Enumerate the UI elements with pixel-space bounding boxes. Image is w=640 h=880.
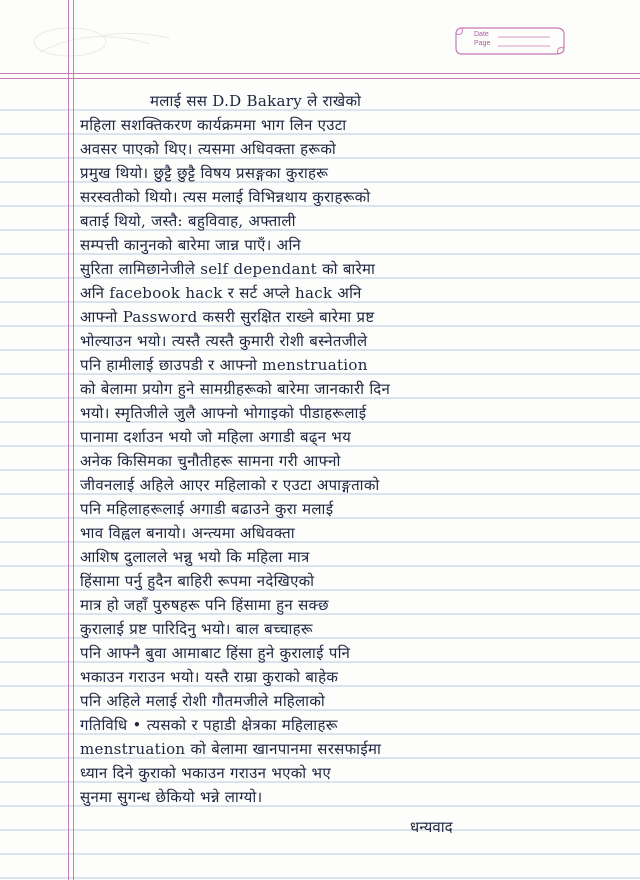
date-page-box — [452, 24, 568, 58]
letter-line: गतिविधि • त्यसको र पहाडी क्षेत्रका महिलाहरू — [80, 716, 338, 734]
letter-line: प्रमुख थियो। छुट्टै छुट्टै विषय प्रसङ्गका कुराहरू — [80, 164, 329, 182]
letter-line: सम्पत्ती कानुनको बारेमा जान्न पाएँ। अनि — [80, 236, 301, 254]
letter-line: सरस्वतीको थियो। त्यस मलाई विभिन्नथाय कुराहरूको — [80, 188, 371, 206]
letter-line: कुरालाई प्रष्ट पारिदिनु भयो। बाल बच्चाहरू — [80, 620, 313, 638]
letter-line: पनि आफ्नै बुवा आमाबाट हिंसा हुने कुरालाई पनि — [80, 644, 351, 662]
letter-line: पनि महिलाहरूलाई अगाडी बढाउने कुरा मलाई — [80, 500, 334, 518]
left-margin-line-inner — [73, 0, 74, 880]
letter-line: सुनमा सुगन्ध छेकियो भन्ने लाग्यो। — [80, 788, 263, 806]
date-label: Date — [474, 31, 489, 38]
page-label: Page — [474, 40, 491, 47]
letter-line: ध्यान दिने कुराको भकाउन गराउन भएको भए — [80, 764, 331, 782]
letter-line: पनि अहिले मलाई रोशी गौतमजीले महिलाको — [80, 692, 326, 710]
left-margin-line — [68, 0, 69, 880]
faint-watermark-logo — [30, 22, 180, 62]
letter-line: आशिष दुलालले भन्नु भयो कि महिला मात्र — [80, 548, 310, 566]
letter-line: अनेक किसिमका चुनौतीहरू सामना गरी आफ्नो — [80, 452, 341, 470]
letter-line: बताई थियो, जस्तै: बहुविवाह, अफ्ताली — [80, 212, 296, 230]
letter-signoff: धन्यवाद — [410, 818, 453, 836]
letter-line: आफ्नो Password कसरी सुरक्षित राख्ने बारेमा प्रष्ट — [80, 308, 375, 326]
letter-line: भकाउन गराउन भयो। यस्तै राम्रा कुराको बाहेक — [80, 668, 339, 686]
date-box-scroll-icon — [452, 24, 568, 58]
letter-line: अवसर पाएको थिए। त्यसमा अधिवक्ता हरूको — [80, 140, 337, 158]
letter-line: भोल्याउन भयो। त्यस्तै त्यस्तै कुमारी रोशी बस्नेतजीले — [80, 332, 368, 350]
letter-line: menstruation को बेलामा खानपानमा सरसफाईमा — [80, 740, 382, 758]
letter-line: को बेलामा प्रयोग हुने सामग्रीहरूको बारेमा जानकारी दिन — [80, 380, 391, 398]
letter-line: मात्र हो जहाँ पुरुषहरू पनि हिंसामा हुन सक्छ — [80, 596, 329, 614]
letter-line: महिला सशक्तिकरण कार्यक्रममा भाग लिन एउटा — [80, 116, 347, 134]
top-rule-inner — [0, 78, 640, 79]
letter-line: भयो। स्मृतिजीले जुलै आफ्नो भोगाइको पीडाहरूलाई — [80, 404, 367, 422]
letter-line: पानामा दर्शाउन भयो जो महिला अगाडी बढ्न भय — [80, 428, 352, 446]
letter-line: पनि हामीलाई छाउपडी र आफ्नो menstruation — [80, 356, 368, 374]
letter-line: सुरिता लामिछानेजीले self dependant को बारेमा — [80, 260, 376, 278]
letter-line: भाव विह्वल बनायो। अन्त्यमा अधिवक्ता — [80, 524, 295, 542]
letter-line: जीवनलाई अहिले आएर महिलाको र एउटा अपाङ्गताको — [80, 476, 380, 494]
letter-line: हिंसामा पर्नु हुदैन बाहिरी रूपमा नदेखिएको — [80, 572, 315, 590]
top-rule — [0, 73, 640, 74]
letter-line: मलाई सस D.D Bakary ले राखेको — [150, 92, 362, 110]
letter-line: अनि facebook hack र सर्ट अप्ले hack अनि — [80, 284, 362, 302]
